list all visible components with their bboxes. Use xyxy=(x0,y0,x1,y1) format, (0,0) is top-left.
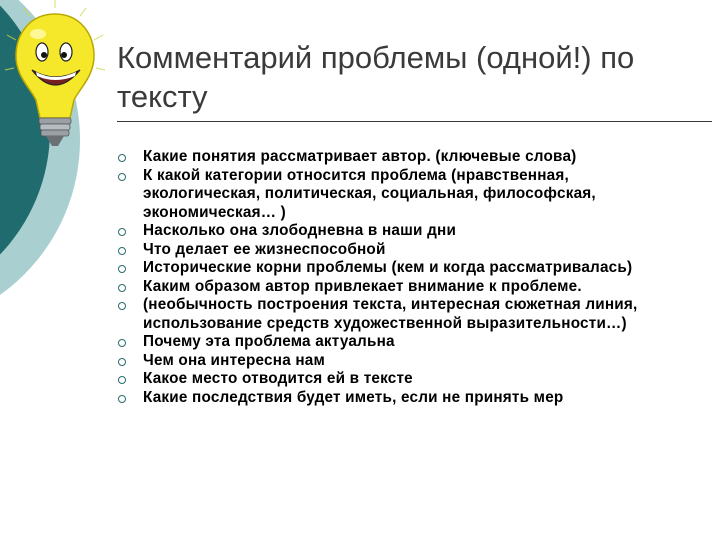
circle-bullet-icon xyxy=(118,302,126,310)
list-item-text: Исторические корни проблемы (кем и когда рассматривалась) xyxy=(143,259,633,276)
list-item xyxy=(117,241,677,260)
circle-bullet-icon xyxy=(118,358,126,366)
bullet-list xyxy=(117,148,677,407)
circle-bullet-icon xyxy=(118,339,126,347)
circle-bullet-icon xyxy=(118,154,126,162)
list-item xyxy=(117,222,677,241)
list-item-text: Почему эта проблема актуальна xyxy=(143,333,395,350)
list-item xyxy=(117,389,677,408)
list-item xyxy=(117,259,677,278)
list-item-text: К какой категории относится проблема (нравственная, экологическая, политическая, социальная, философская, экономическая… ) xyxy=(143,166,596,221)
circle-bullet-icon xyxy=(118,376,126,384)
circle-bullet-icon xyxy=(118,284,126,292)
slide-title: Комментарий проблемы (одной!) по тексту xyxy=(117,40,635,114)
list-item-text: Какое место отводится ей в тексте xyxy=(143,370,413,387)
list-item xyxy=(117,167,677,223)
list-item xyxy=(117,333,677,352)
list-item-text: Насколько она злободневна в наши дни xyxy=(143,222,457,239)
list-item xyxy=(117,296,677,333)
circle-bullet-icon xyxy=(118,173,126,181)
circle-bullet-icon xyxy=(118,265,126,273)
list-item-text: Чем она интересна нам xyxy=(143,351,326,369)
list-item-text: Что делает ее жизнеспособной xyxy=(143,240,386,258)
list-item xyxy=(117,148,677,167)
list-item-text: Какие понятия рассматривает автор. (ключевые слова) xyxy=(143,148,577,165)
list-item xyxy=(117,352,677,371)
list-item-text: Каким образом автор привлекает внимание к проблеме. xyxy=(143,277,582,295)
list-item-text: Какие последствия будет иметь, если не принять мер xyxy=(143,388,564,406)
list-item xyxy=(117,370,677,389)
list-item-text: (необычность построения текста, интересная сюжетная линия, использование средств художественной выразительности…) xyxy=(143,296,638,332)
title-divider xyxy=(117,121,712,122)
circle-bullet-icon xyxy=(118,228,126,236)
list-item xyxy=(117,278,677,297)
circle-bullet-icon xyxy=(118,395,126,403)
circle-bullet-icon xyxy=(118,247,126,255)
